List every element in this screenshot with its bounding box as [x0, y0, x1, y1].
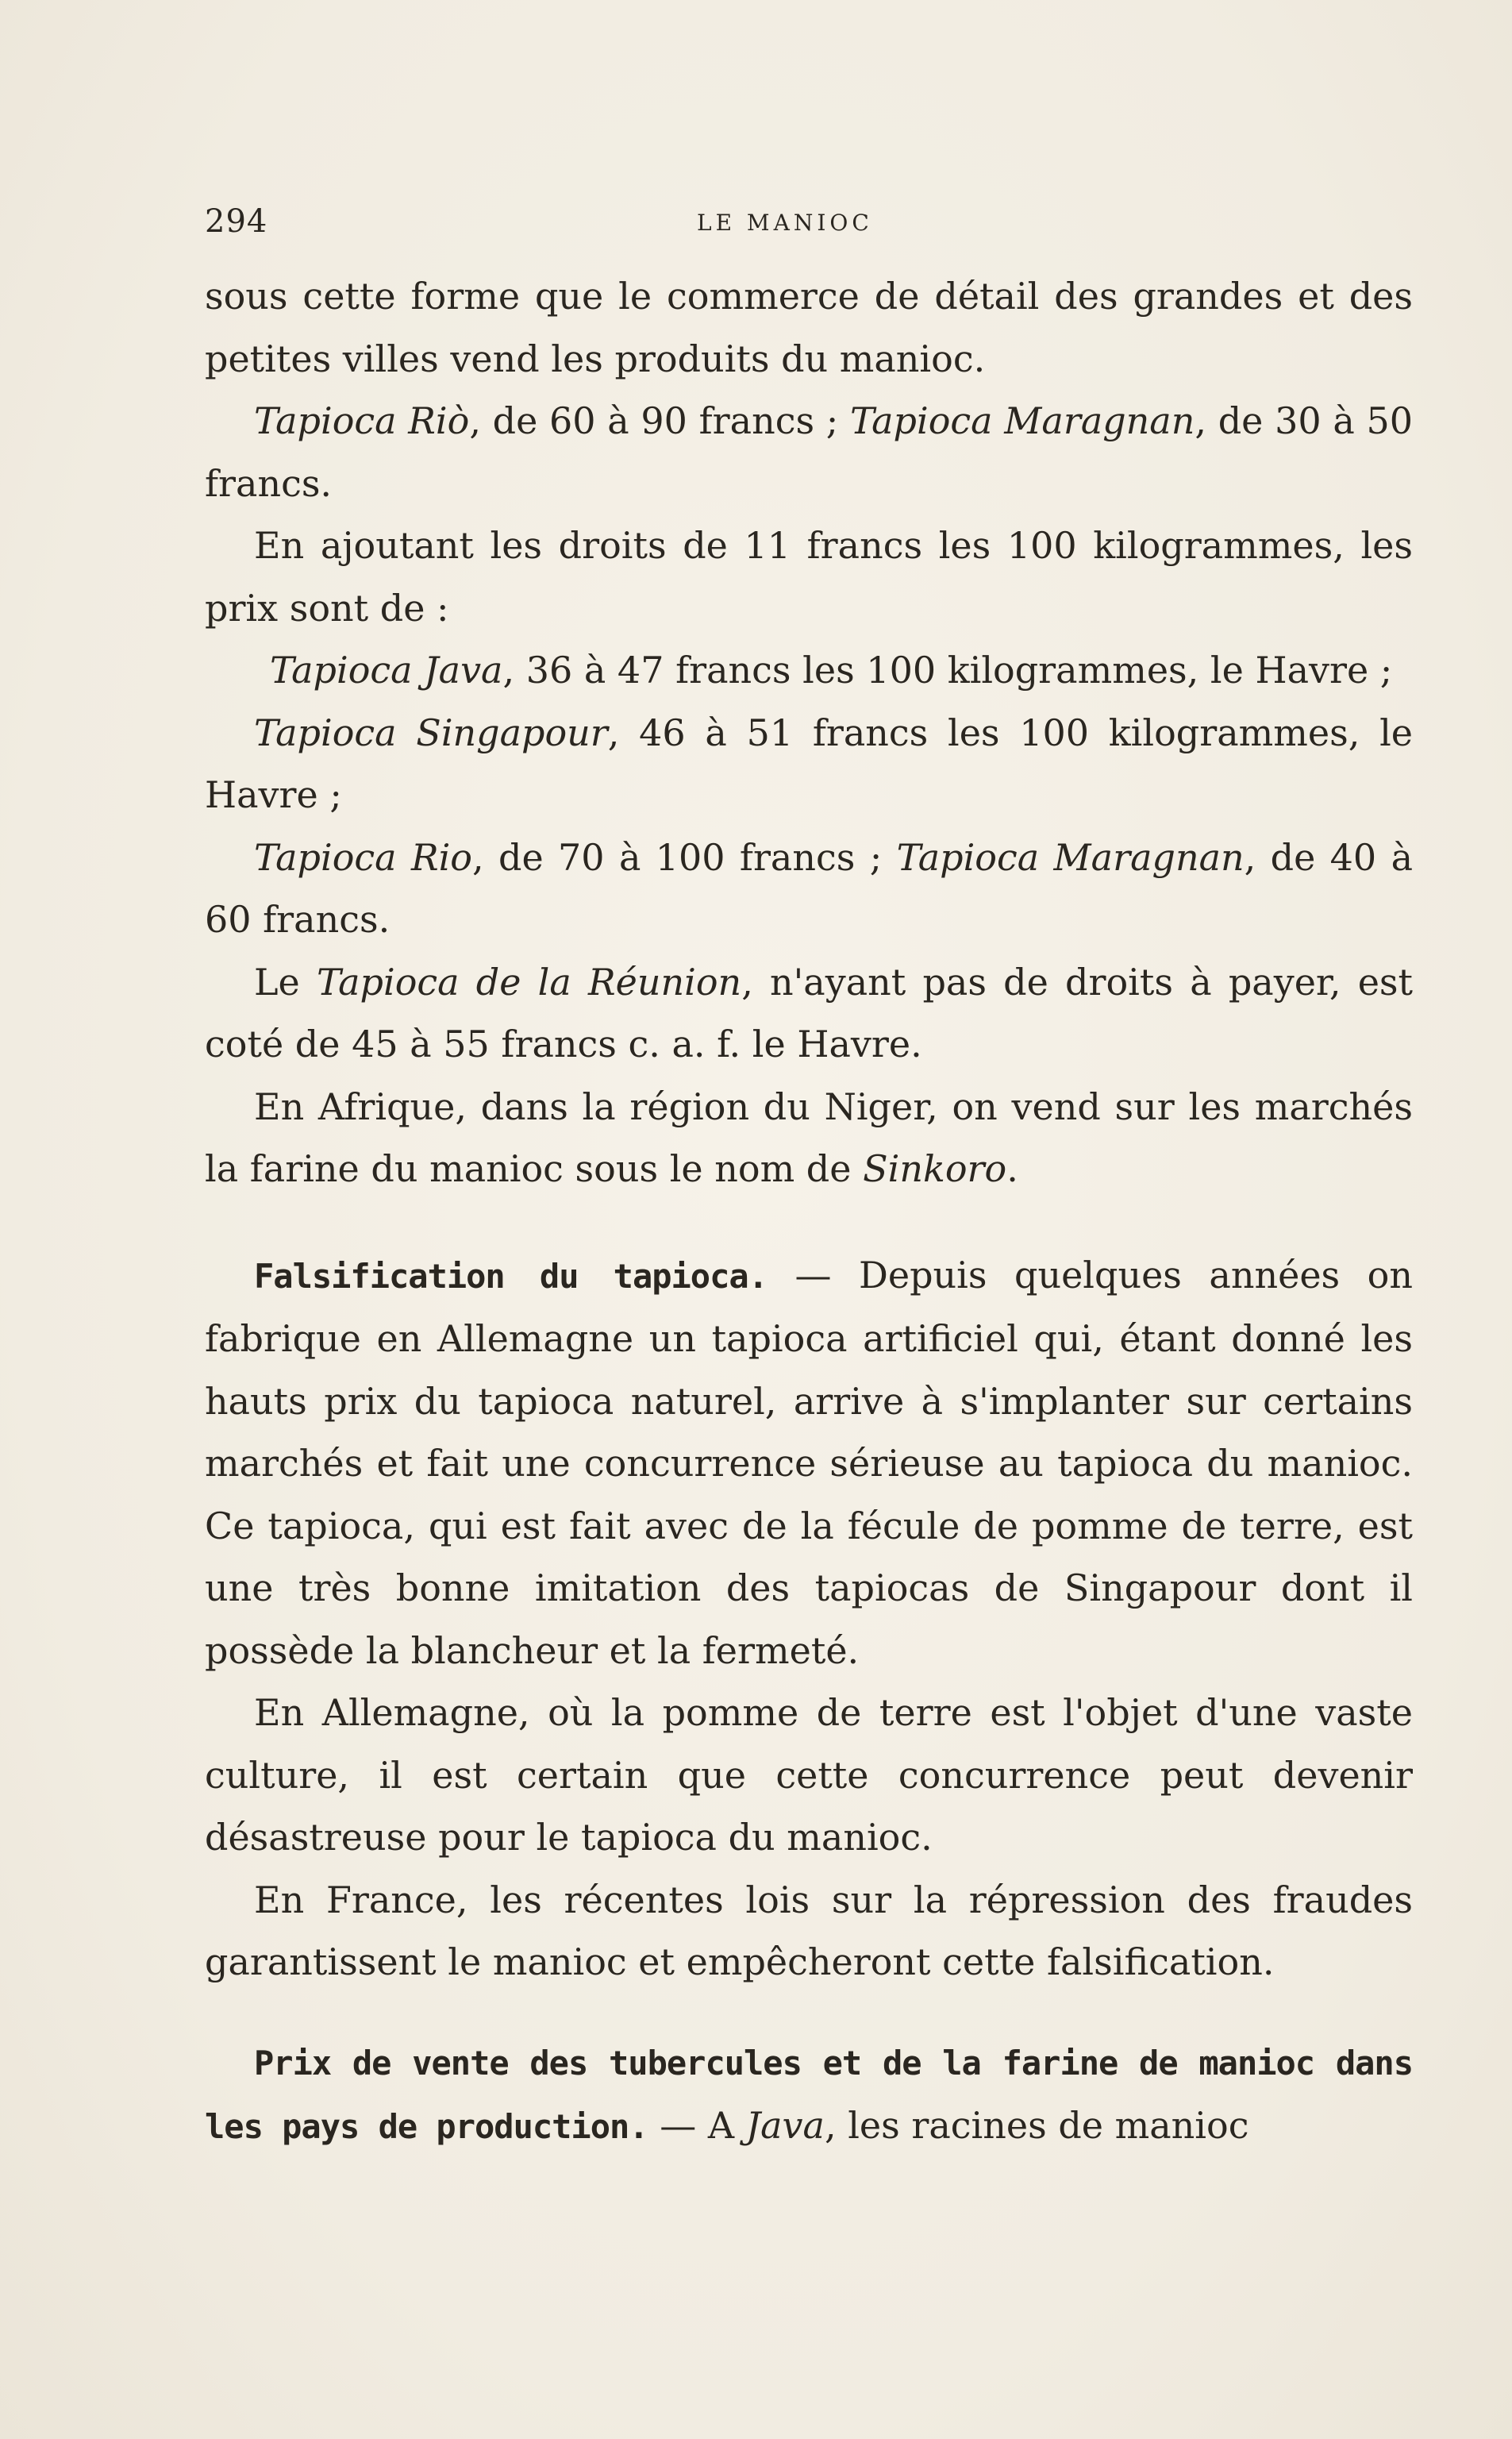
paragraph-france: En France, les récentes lois sur la répression des fraudes garantissent le manioc et empêcheront cette falsification.	[205, 1878, 1413, 1983]
text-run: , de 70 à 100 francs ;	[472, 835, 897, 879]
paragraph-reunion-price	[205, 951, 1413, 1076]
italic-term: Java	[745, 2104, 825, 2147]
text-run: — Depuis quelques années on fabrique en Allemagne un tapioca artificiel qui, étant donné les hauts prix du tapioca naturel, arrive à s'implanter sur certains marchés et fait une concurrence sérieuse au tapioca du manioc. Ce tapioca, qui est fait avec de la fécule de pomme de terre, est une très bonne imitation des tapiocas de Singapour dont il possède la blancheur et la fermeté.	[205, 1253, 1414, 1672]
page-header	[205, 202, 1419, 241]
running-title: LE MANIOC	[697, 210, 873, 236]
body-text	[205, 265, 1413, 2159]
text-run: En Afrique, dans la région du Niger, on vend sur les marchés la farine du manioc sous le nom de	[205, 1085, 1413, 1190]
section-heading-prix-de-vente: Prix de vente des tubercules et de la farine de manioc dans les pays de production.	[205, 2043, 1413, 2146]
text-run: , 36 à 47 francs les 100 kilogrammes, le Havre ;	[502, 649, 1393, 692]
paragraph-falsification	[205, 1244, 1413, 1682]
page-number: 294	[205, 203, 268, 240]
text-run: , les racines de manioc	[824, 2104, 1249, 2147]
italic-term: Tapioca Java	[270, 649, 503, 692]
italic-term: Tapioca Maragnan	[896, 835, 1245, 879]
paragraph-prix-de-vente	[205, 2031, 1413, 2159]
paragraph-duties: En ajoutant les droits de 11 francs les 100 kilogrammes, les prix sont de :	[205, 524, 1413, 630]
paragraph-rio-maragnan-duty-prices	[205, 826, 1413, 951]
italic-term: Tapioca de la Réunion	[317, 960, 742, 1004]
text-run: , 46 à 51 francs les 100 kilogrammes, le Havre ;	[205, 711, 1413, 816]
italic-term: Tapioca Singapour	[254, 711, 608, 754]
text-run: , de 60 à 90 francs ;	[469, 399, 851, 442]
text-run: .	[1006, 1147, 1018, 1190]
section-heading-falsification: Falsification du tapioca.	[254, 1256, 768, 1296]
text-run: , de 30 à 50 francs.	[205, 399, 1413, 505]
italic-term: Tapioca Rio	[254, 835, 472, 879]
text-run: , n'ayant pas de droits à payer, est coté de 45 à 55 francs c. a. f. le Havre.	[205, 960, 1414, 1065]
italic-term: Sinkoro	[863, 1147, 1007, 1190]
paragraph-niger	[205, 1076, 1413, 1200]
text-run: Le	[254, 960, 317, 1004]
paragraph-allemagne: En Allemagne, où la pomme de terre est l'objet d'une vaste culture, il est certain que cette concurrence peut devenir désastreuse pour le tapioca du manioc.	[205, 1691, 1413, 1859]
italic-term: Tapioca Riò	[254, 399, 470, 442]
text-run: — A	[648, 2104, 746, 2147]
italic-term: Tapioca Maragnan	[850, 399, 1195, 442]
text-run: , de 40 à 60 francs.	[205, 835, 1413, 941]
paragraph-singapour-price	[205, 702, 1413, 826]
paragraph-continuation: sous cette forme que le commerce de détail des grandes et des petites villes vend les produits du manioc.	[205, 275, 1413, 380]
paragraph-rio-maragnan-prices	[205, 390, 1413, 514]
paragraph-java-price	[205, 639, 1413, 702]
